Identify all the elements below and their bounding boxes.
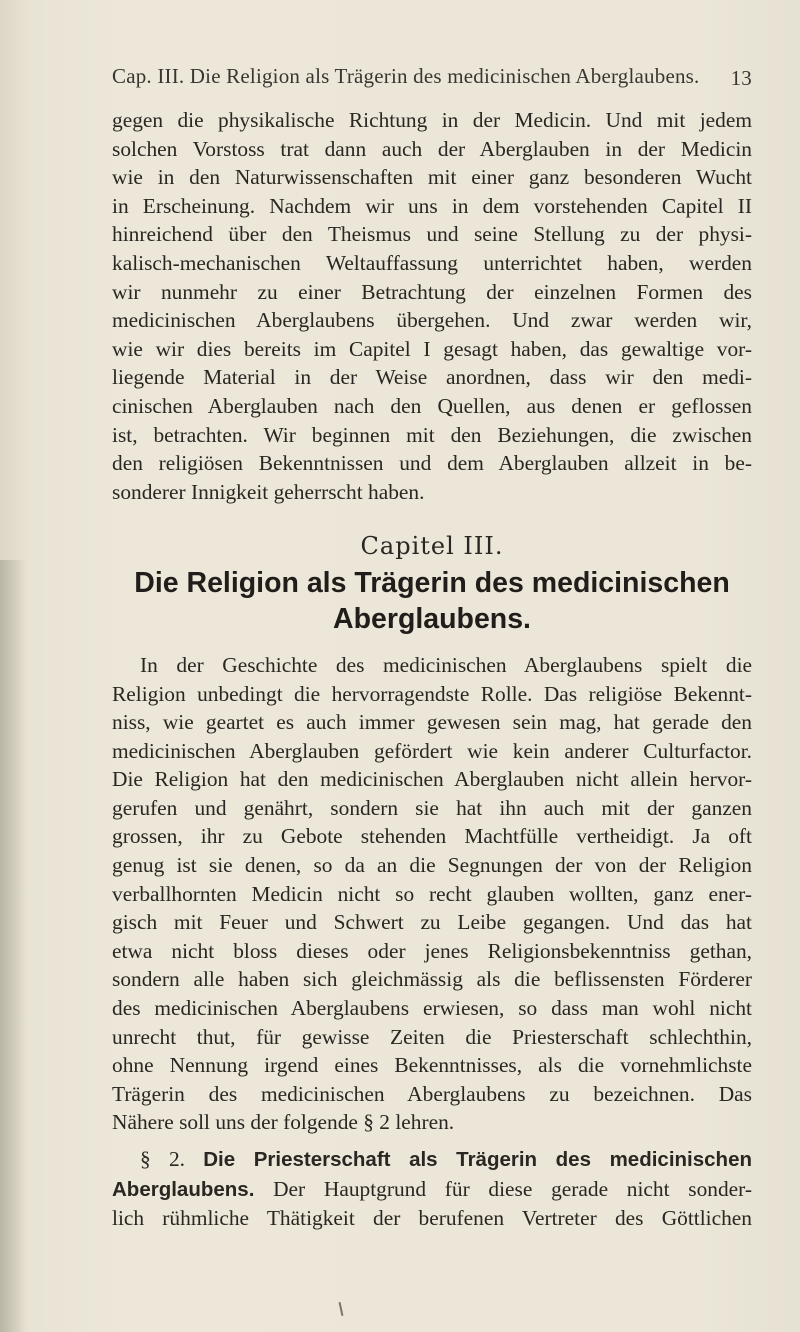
text-line: gisch mit Feuer und Schwert zu Leibe gegangen. Und das hat [112,910,752,935]
text-line: grossen, ihr zu Gebote stehenden Machtfülle vertheidigt. Ja oft [112,824,752,849]
text-line: Die Religion hat den medicinischen Aberglauben nicht allein hervor- [112,767,752,792]
page-edge-shadow [0,560,26,1332]
section-number: § 2. [140,1147,185,1171]
section-2-first-line [112,1145,752,1175]
text-line: kalisch-mechanischen Weltauffassung unterrichtet haben, werden [112,250,752,275]
text-line: wir nunmehr zu einer Betrachtung der einzelnen Formen des [112,279,752,304]
text-line: In der Geschichte des medicinischen Aberglaubens spielt die [140,652,752,677]
text-line: sondern alle haben sich gleichmässig als die beflissensten Förderer [112,967,752,992]
chapter-label: Capitel III. [360,532,504,561]
page-body [112,106,752,1233]
section-heading-part-2: Aberglaubens. [112,1177,255,1201]
chapter-title-line-2: Aberglaubens. [333,602,531,635]
stray-pencil-mark [339,1302,344,1316]
section-text-tail: Der Hauptgrund für diese gerade nicht sonder- [273,1176,752,1201]
running-header [112,64,752,89]
chapter-title-line-1: Die Religion als Trägerin des medicinischen [134,566,730,599]
text-line: medicinischen Aberglauben gefördert wie kein anderer Culturfactor. [112,738,752,763]
paragraph-1 [112,106,752,506]
text-line: ist, betrachten. Wir beginnen mit den Beziehungen, die zwischen [112,422,752,447]
text-line: genug ist sie denen, so da an die Segnungen der von der Religion [112,853,752,878]
text-line: hinreichend über den Theismus und seine Stellung zu der physi- [112,222,752,247]
chapter-title [112,565,752,637]
page-number: 13 [730,66,752,90]
text-line: in Erscheinung. Nachdem wir uns in dem vorstehenden Capitel II [112,193,752,218]
text-line: gerufen und genährt, sondern sie hat ihn auch mit der ganzen [112,795,752,820]
text-line: ohne Nennung irgend eines Bekenntnisses, als die vornehmlichste [112,1053,752,1078]
section-2-paragraph [112,1145,752,1233]
text-line: etwa nicht bloss dieses oder jenes Religionsbekenntniss gethan, [112,938,752,963]
running-title: Cap. III. Die Religion als Trägerin des medicinischen Aberglaubens. [112,64,700,88]
text-line: Religion unbedingt die hervorragendste Rolle. Das religiöse Bekennt- [112,681,752,706]
text-line: gegen die physikalische Richtung in der Medicin. Und mit jedem [112,108,752,132]
section-heading-part-1: Die Priesterschaft als Trägerin des medicinischen [203,1148,752,1171]
text-line: solchen Vorstoss trat dann auch der Aberglauben in der Medicin [112,136,752,161]
text-line: wie wir dies bereits im Capitel I gesagt haben, das gewaltige vor- [112,336,752,361]
text-line: sonderer Innigkeit geherrscht haben. [112,479,425,504]
section-2-third-line: lich rühmliche Thätigkeit der berufenen Vertreter des Göttlichen [112,1206,752,1231]
section-2-second-line [112,1175,752,1205]
text-line: den religiösen Bekenntnissen und dem Aberglauben allzeit in be- [112,451,752,476]
text-line: Nähere soll uns der folgende § 2 lehren. [112,1110,455,1135]
paragraph-2 [112,651,752,1137]
text-line: liegende Material in der Weise anordnen, dass wir den medi- [112,365,752,390]
text-line: wie in den Naturwissenschaften mit einer ganz besonderen Wucht [112,165,752,190]
text-line: cinischen Aberglauben nach den Quellen, aus denen er geflossen [112,393,752,418]
text-line: des medicinischen Aberglaubens erwiesen, so dass man wohl nicht [112,996,752,1021]
text-line: unrecht thut, für gewisse Zeiten die Priesterschaft schlechthin, [112,1024,752,1049]
text-line: niss, wie geartet es auch immer gewesen sein mag, hat gerade den [112,710,752,735]
text-line: verballhornten Medicin nicht so recht glauben wollten, ganz ener- [112,881,752,906]
text-line: Trägerin des medicinischen Aberglaubens zu bezeichnen. Das [112,1081,752,1106]
text-line: medicinischen Aberglaubens übergehen. Und zwar werden wir, [112,308,752,333]
